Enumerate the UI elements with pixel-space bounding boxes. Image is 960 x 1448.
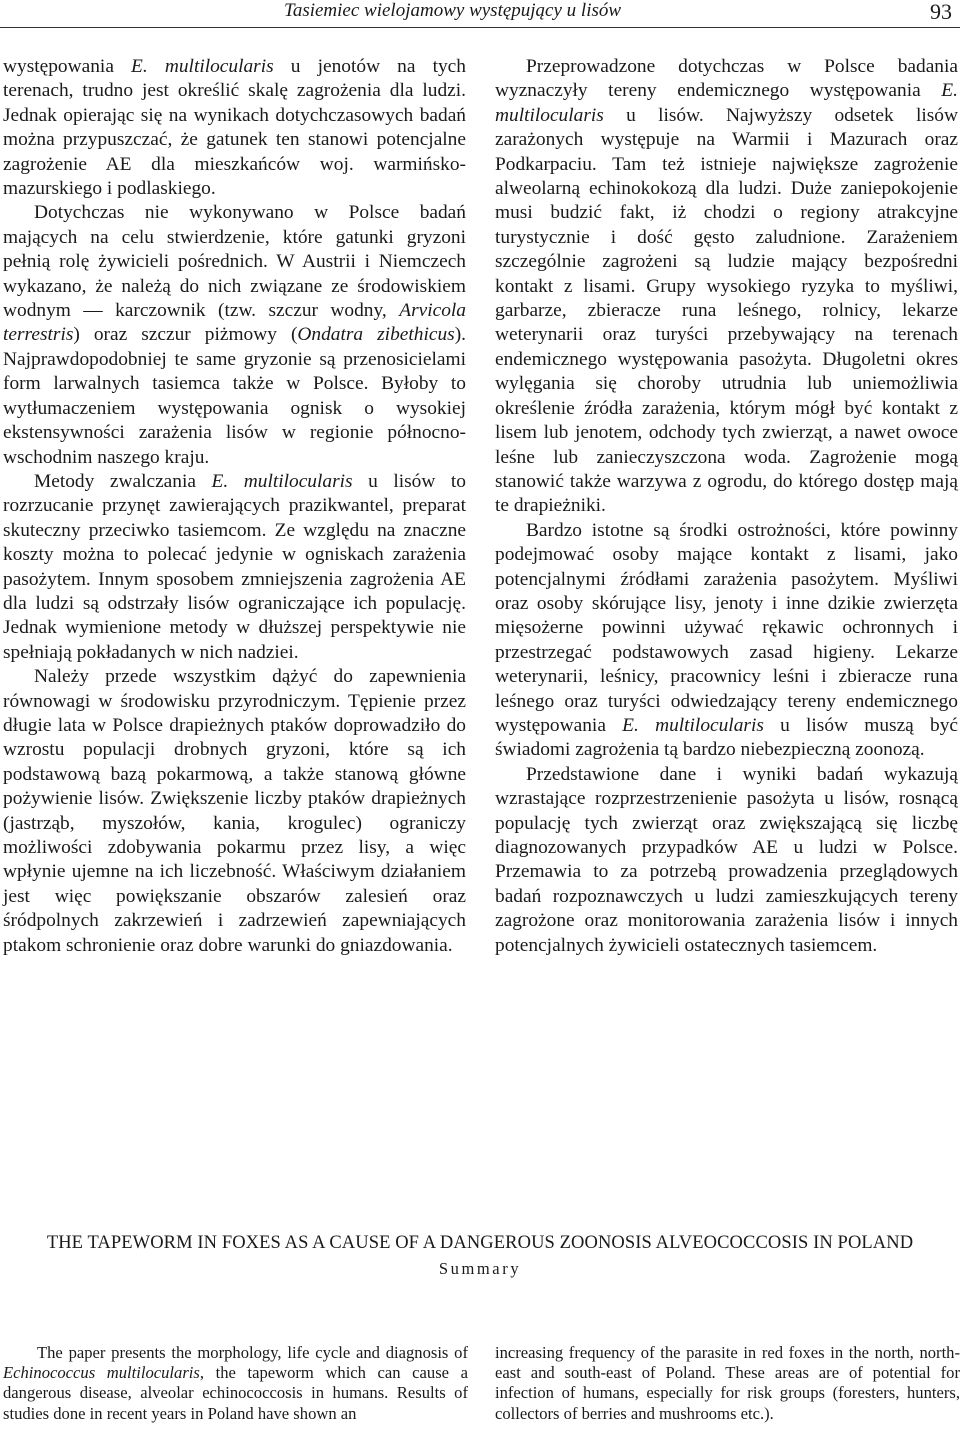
italic-term: E. multilocularis: [211, 470, 353, 492]
paragraph: [3, 665, 466, 958]
italic-term: Ondatra zibethicus: [297, 324, 455, 346]
text-run: increasing frequency of the parasite in red foxes in the north, north-east and south-east of Poland. These areas are of potential for infection of humans, especially for risk groups (foresters, hunters, collectors of berries and mushrooms etc.).: [495, 1343, 960, 1423]
italic-term: E. multilocularis: [495, 80, 958, 126]
summary-label: Summary: [438, 1259, 522, 1278]
text-run: ) oraz szczur piżmowy (: [73, 324, 298, 346]
paragraph: [3, 55, 466, 201]
text-run: Przeprowadzone dotychczas w Polsce badania wyznaczyły tereny endemicznego występowania: [495, 56, 958, 102]
text-run: występowania: [3, 56, 132, 77]
text-run: Przedstawione dane i wyniki badań wykazują wzrastające rozprzestrzenienie pasożyta u lisów, rosnącą populację tych zwierząt oraz zwiększającą się liczbę diagnozowanych przypadków AE u ludzi w Polsce. Przemawia to za potrzebą prowadzenia przeglądowych badań rozpoznawczych u ludzi zamieszkujących tereny zagrożone oraz monitorowania zarażenia lisów i innych potencjalnych żywicieli ostatecznych tasiemcem.: [495, 763, 958, 956]
italic-term: Arvicola terrestris: [3, 300, 466, 346]
text-run: Bardzo istotne są środki ostrożności, które powinny podejmować osoby mające kontakt z lisami, jako potencjalnymi źródłami zarażenia pasożytem. Myśliwi oraz osoby skórujące lisy, jenoty i inne dzikie zwierzęta mięsożerne powinni używać rękawic ochronnych i przestrzegać podstawowych zasad higieny. Lekarze weterynarii, leśnicy, pracownicy leśni i zbieracze runa leśnego oraz turyści odwiedzający tereny endemicznego występowania: [495, 519, 958, 736]
running-head: [0, 0, 960, 28]
text-run: , the tapeworm which can cause a dangerous disease, alveolar echinococcosis in humans. Results of studies done in recent years in Poland have shown an: [3, 1363, 468, 1423]
header-rule: [0, 27, 960, 28]
right-text-column: [495, 55, 958, 958]
paragraph: [3, 470, 466, 665]
text-run: u lisów. Najwyższy odsetek lisów zarażonych występuje na Warmii i Mazurach oraz Podkarpaciu. Tam też istnieje największe zagrożenie alweolarną echinokokozą dla ludzi. Duże zaniepokojenie musi budzić fakt, iż chodzi o regiony atrakcyjne turystycznie i dość gęsto zaludnione. Zarażeniem szczególnie zagrożeni są ludzie mający bezpośredni kontakt z lisami. Grupy wysokiego ryzyka to myśliwi, garbarze, zbieracze runa leśnego, rolnicy, lekarze weterynarii oraz turyści przebywający na terenach endemicznego występowania pasożyta. Długoletni okres wylęgania się choroby utrudnia lub uniemożliwia określenie źródła zarażenia, którym mógł być kontakt z lisem lub jenotem, odchody tych zwierząt, a nawet owoce leśne lub zanieczyszczona woda. Zagrożenie mogą stanowić także warzywa z ogrodu, do którego dostęp mają te drapieżniki.: [495, 104, 958, 517]
text-run: Dotychczas nie wykonywano w Polsce badań mających na celu stwierdzenie, które gatunki gryzoni pełnią rolę żywicieli pośrednich. W Austrii i Niemczech wykazano, że należą do nich związane ze środowiskiem wodnym — karczownik (tzw. szczur wodny,: [3, 202, 466, 322]
summary-right-column: [495, 1343, 960, 1424]
page-number: 93: [930, 0, 952, 24]
italic-term: Echinococcus multilocularis: [3, 1363, 200, 1383]
summary-heading: [0, 1232, 960, 1279]
italic-term: E. multilocularis: [622, 714, 764, 736]
summary-paragraph: [495, 1343, 960, 1424]
left-text-column: [3, 55, 466, 958]
summary-title: THE TAPEWORM IN FOXES AS A CAUSE OF A DANGEROUS ZOONOSIS ALVEOCOCCOSIS IN POLAND: [46, 1233, 914, 1253]
text-run: u lisów muszą być świadomi zagrożenia tą bardzo niebezpieczną zoonozą.: [495, 714, 958, 761]
summary-paragraph: [3, 1343, 468, 1424]
italic-term: E. multilocularis: [131, 56, 274, 77]
paragraph: [495, 55, 958, 519]
text-run: The paper presents the morphology, life cycle and diagnosis of: [37, 1343, 468, 1362]
paragraph: [3, 201, 466, 469]
summary-left-column: [3, 1343, 468, 1424]
paragraph: [495, 763, 958, 958]
text-run: u lisów to rozrzucanie przynęt zawierających prazikwantel, preparat skuteczny przeciwko tasiemcom. Ze względu na znaczne koszty można to polecać jedynie w ogniskach zarażenia pasożytem. Innym sposobem zmniejszenia zagrożenia AE dla ludzi są odstrzały lisów ograniczające ich populację. Jednak wymienione metody w dłuższej perspektywie nie spełniają pokładanych w nich nadziei.: [3, 470, 466, 663]
running-title: Tasiemiec wielojamowy występujący u lisów: [284, 0, 622, 21]
paragraph: [495, 519, 958, 763]
text-run: Należy przede wszystkim dążyć do zapewnienia równowagi w środowisku przyrodniczym. Tępienie przez długie lata w Polsce drapieżnych ptaków doprowadziło do wzrostu populacji drobnych gryzoni, które są ich podstawową bazą pokarmową, a także stanową główne pożywienie lisów. Zwiększenie liczby ptaków drapieżnych (jastrząb, myszołów, kania, krogulec) ograniczy możliwości zdobywania pokarmu przez lisy, a więc wpłynie ujemne na ich liczebność. Właściwym działaniem jest więc powiększanie obszarów zalesień oraz śródpolnych zakrzewień i zadrzewień zapewniających ptakom schronienie oraz dobre warunki do gniazdowania.: [3, 666, 466, 956]
text-run: Metody zwalczania: [34, 470, 212, 492]
text-run: u jenotów na tych terenach, trudno jest określić skalę zagrożenia dla ludzi. Jednak opierając się na wynikach dotychczasowych badań można przypuszczać, że gatunek ten stanowi potencjalne zagrożenie AE dla mieszkańców woj. warmińsko-mazurskiego i podlaskiego.: [3, 56, 466, 200]
text-run: ). Najprawdopodobniej te same gryzonie są przenosicielami form larwalnych tasiemca także w Polsce. Byłoby to wytłumaczeniem występowania ognisk o wysokiej ekstensywności zarażenia lisów w regionie północno-wschodnim naszego kraju.: [3, 324, 466, 468]
